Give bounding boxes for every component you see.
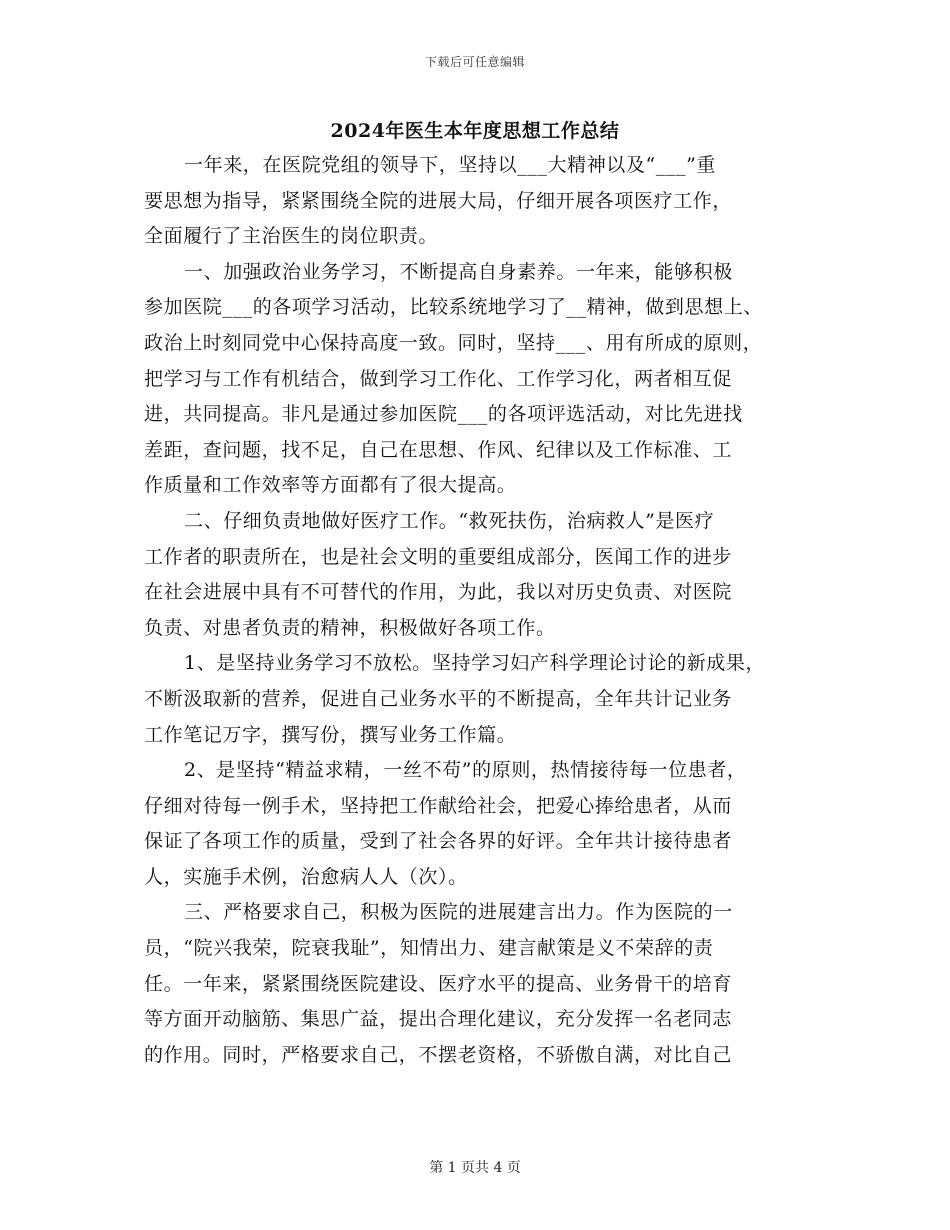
paragraph-line: 全面履行了主治医生的岗位职责。 (144, 225, 439, 248)
page-header-note: 下载后可任意编辑 (424, 55, 525, 69)
paragraph-line: 的作用。同时，严格要求自己，不摆老资格，不骄傲自满，对比自己 (144, 1043, 733, 1066)
paragraph-line: 工作者的职责所在，也是社会文明的重要组成部分，医闻工作的进步 (144, 545, 733, 568)
paragraph-line: 要思想为指导，紧紧围绕全院的进展大局，仔细开展各项医疗工作， (144, 189, 733, 212)
paragraph-line: 仔细对待每一例手术，坚持把工作献给社会，把爱心捧给患者，从而 (144, 794, 733, 817)
document-body (144, 148, 834, 1073)
paragraph-line: 任。一年来，紧紧围绕医院建设、医疗水平的提高、业务骨干的培育 (144, 972, 733, 995)
paragraph-line: 作质量和工作效率等方面都有了很大提高。 (144, 474, 517, 497)
paragraph-line: 1、是坚持业务学习不放松。坚持学习妇产科学理论讨论的新成果， (184, 652, 766, 675)
paragraph-line: 员，“院兴我荣，院衰我耻”，知情出力、建言献策是义不荣辞的责 (144, 937, 714, 960)
paragraph-line: 二、仔细负责地做好医疗工作。“救死扶伤，治病救人”是医疗 (184, 509, 715, 532)
page-number: 第 1 页共 4 页 (429, 1160, 521, 1176)
paragraph-line: 一年来，在医院党组的领导下，坚持以___大精神以及“___”重 (184, 154, 717, 176)
paragraph-line: 三、严格要求自己，积极为医院的进展建言出力。作为医院的一 (184, 901, 733, 924)
paragraph-line: 参加医院___的各项学习活动，比较系统地学习了__精神，做到思想上、 (144, 296, 763, 319)
paragraph-line: 保证了各项工作的质量，受到了社会各界的好评。全年共计接待患者 (144, 830, 733, 853)
paragraph-line: 工作笔记万字，撰写份，撰写业务工作篇。 (144, 723, 517, 746)
paragraph-line: 等方面开动脑筋、集思广益，提出合理化建议，充分发挥一名老同志 (144, 1008, 733, 1031)
paragraph-line: 差距，查问题，找不足，自己在思想、作风、纪律以及工作标准、工 (144, 438, 733, 461)
paragraph-line: 进，共同提高。非凡是通过参加医院___的各项评选活动，对比先进找 (144, 403, 743, 426)
paragraph-line: 把学习与工作有机结合，做到学习工作化、工作学习化，两者相互促 (144, 367, 733, 390)
document-title: 2024年医生本年度思想工作总结 (330, 120, 620, 142)
paragraph-line: 人，实施手术例，治愈病人人（次）。 (144, 865, 468, 888)
paragraph-line: 政治上时刻同党中心保持高度一致。同时，坚持___、用有所成的原则， (144, 331, 763, 354)
paragraph-line: 在社会进展中具有不可替代的作用，为此，我以对历史负责、对医院 (144, 581, 733, 604)
paragraph-line: 负责、对患者负责的精神，积极做好各项工作。 (144, 616, 556, 639)
paragraph-line: 不断汲取新的营养，促进自己业务水平的不断提高，全年共计记业务 (144, 687, 733, 710)
paragraph-line: 2、是坚持“精益求精，一丝不苟”的原则，热情接待每一位患者， (184, 759, 747, 782)
paragraph-line: 一、加强政治业务学习，不断提高自身素养。一年来，能够积极 (184, 260, 733, 283)
